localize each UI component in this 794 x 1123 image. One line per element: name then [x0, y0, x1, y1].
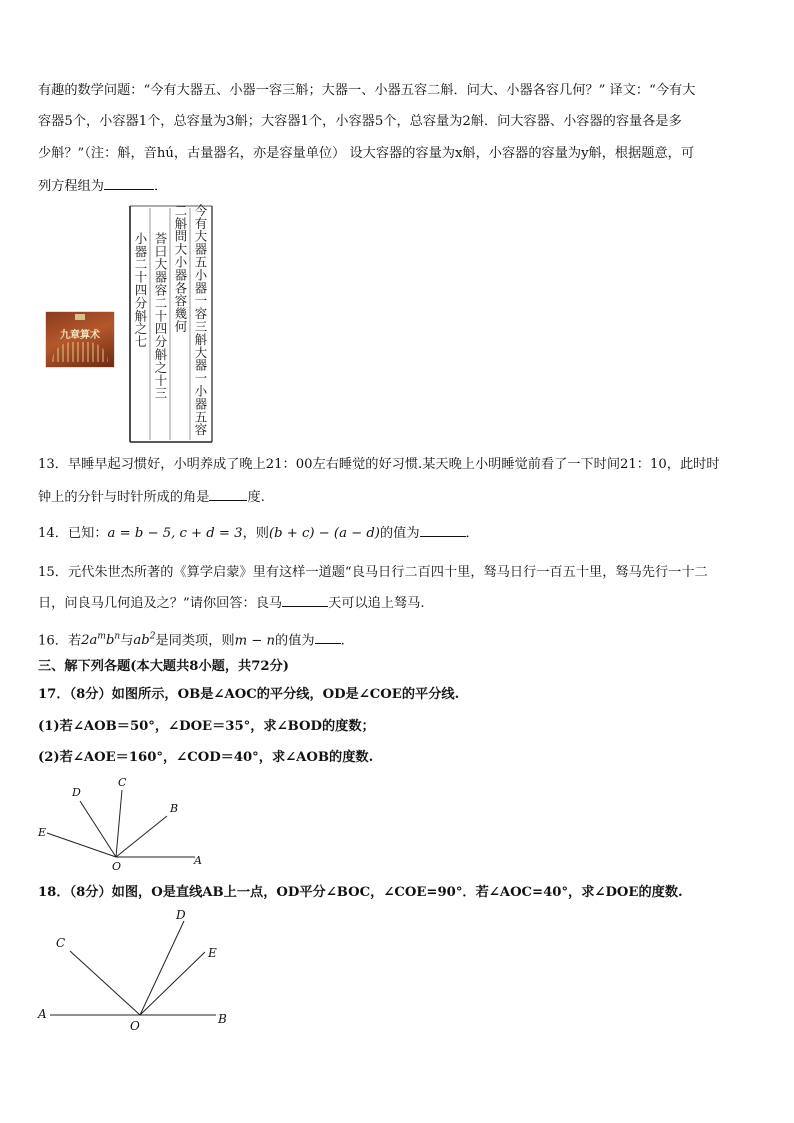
- q13-answer-blank: [209, 488, 247, 501]
- q16-suffix: 的值为: [275, 633, 315, 649]
- q16-term1-exp2: n: [114, 632, 121, 642]
- intro-line-4-text: 列方程组为: [38, 179, 104, 194]
- scroll-column-3: 荅曰大器容二十四分斛之十三: [153, 232, 168, 400]
- label-b: B: [218, 1012, 227, 1026]
- book-cover-image: [46, 312, 114, 367]
- q16-term-1: [81, 633, 120, 648]
- q16-term1-b: b: [105, 633, 115, 649]
- q15-answer-blank: [282, 594, 328, 607]
- ray-ob: [116, 816, 167, 857]
- q14-end: ．: [465, 526, 479, 541]
- ray-od: [140, 921, 184, 1015]
- ray-od: [80, 801, 116, 857]
- ray-oc: [116, 790, 122, 857]
- q16-term1-base: 2a: [81, 633, 98, 649]
- q16-end: .: [340, 633, 345, 649]
- intro-line-4-end: ．: [153, 179, 168, 194]
- intro-line-3: 少斛？”（注：斛，音hú，古量器名，亦是容量单位） 设大容器的容量为x斛，小容器的容量为y斛，根据题意，可: [38, 146, 695, 161]
- q13-line-2: [38, 488, 265, 507]
- answer-blank: [104, 177, 154, 190]
- scroll-column-2: 二斛問大小器各容幾何: [173, 204, 188, 333]
- cover-tag: [75, 314, 85, 320]
- label-o: O: [130, 1019, 140, 1033]
- q16-mid: 是同类项，则: [155, 633, 235, 649]
- label-a: A: [194, 854, 202, 867]
- q14-condition: a = b − 5, c + d = 3: [107, 526, 243, 541]
- label-c: C: [56, 936, 66, 950]
- label-c: C: [118, 776, 127, 789]
- scroll-column-1: 今有大器五小器一容三斛大器一小器五容: [193, 204, 208, 437]
- q17-part-2: (2)若∠AOE＝160°，∠COD＝40°，求∠AOB的度数.: [38, 750, 374, 765]
- q14-expression: (b + c) − (a − d): [268, 526, 380, 541]
- q16-term-2: [133, 633, 155, 648]
- ray-oe: [140, 952, 205, 1015]
- label-o: O: [112, 860, 122, 870]
- ray-oc: [70, 951, 140, 1015]
- q16-with: 与: [120, 633, 134, 649]
- q14-prefix: 14．已知：: [38, 526, 108, 541]
- q15-text-b: 天可以追上驽马.: [328, 596, 425, 611]
- q14-answer-blank: [420, 524, 466, 537]
- section-3-heading: 三、解下列各题(本大题共8小题，共72分): [38, 659, 290, 674]
- label-d: D: [176, 908, 186, 922]
- label-e: E: [208, 946, 217, 960]
- q14-mid: ，则: [242, 526, 269, 541]
- label-d: D: [72, 786, 81, 799]
- q16-term2-exp: 2: [149, 632, 156, 642]
- q17-stem: 17．（8分）如图所示，OB是∠AOC的平分线，OD是∠COE的平分线.: [38, 687, 460, 702]
- q13-text-b: 度.: [247, 490, 265, 505]
- q14-line: [38, 524, 479, 543]
- book-cover-title: 九章算术: [60, 330, 100, 341]
- q17-part-1: (1)若∠AOB＝50°，∠DOE＝35°，求∠BOD的度数；: [38, 719, 375, 734]
- label-b: B: [170, 802, 179, 815]
- label-e: E: [38, 826, 47, 839]
- intro-line-1: 有趣的数学问题：“今有大器五、小器一容三斛；大器一、小器五容二斛．问大、小器各容几何？” 译文：“今有大: [38, 83, 696, 98]
- ray-oe: [47, 833, 116, 857]
- q18-stem: 18．（8分）如图，O是直线AB上一点，OD平分∠BOC，∠COE=90°．若∠AOC=40°，求∠DOE的度数.: [38, 885, 683, 900]
- cover-pattern: [52, 342, 108, 362]
- q14-suffix: 的值为: [379, 526, 420, 541]
- label-a: A: [38, 1007, 47, 1021]
- q18-angle-diagram: [30, 905, 240, 1035]
- ancient-text-scroll: [126, 204, 214, 444]
- intro-line-4: [38, 177, 167, 196]
- q15-text-a: 日，问良马几何追及之？”请你回答：良马: [38, 596, 283, 611]
- q16-answer-blank: [315, 631, 341, 644]
- scroll-column-4: 小器二十四分斛之七: [133, 232, 148, 349]
- q16-term1-exp1: m: [97, 632, 106, 642]
- q15-line-2: [38, 594, 425, 613]
- q13-text-a: 钟上的分针与时针所成的角是: [38, 490, 210, 505]
- q16-prefix: 16．若: [38, 633, 82, 649]
- q16-term2-base: ab: [133, 633, 150, 649]
- q16-line: [38, 628, 345, 650]
- q16-expression: m − n: [234, 633, 276, 649]
- q15-line-1: 15．元代朱世杰所著的《算学启蒙》里有这样一道题“良马日行二百四十里，驽马日行一百五十里，驽马先行一十二: [38, 565, 708, 580]
- q13-line-1: 13．早睡早起习惯好，小明养成了晚上21：00左右睡觉的好习惯.某天晚上小明睡觉前看了一下时间21：10，此时时: [38, 457, 720, 472]
- q17-angle-diagram: [30, 770, 220, 870]
- intro-line-2: 容器5个，小容器1个，总容量为3斛；大容器1个，小容器5个，总容量为2斛．问大容器、小容器的容量各是多: [38, 114, 682, 129]
